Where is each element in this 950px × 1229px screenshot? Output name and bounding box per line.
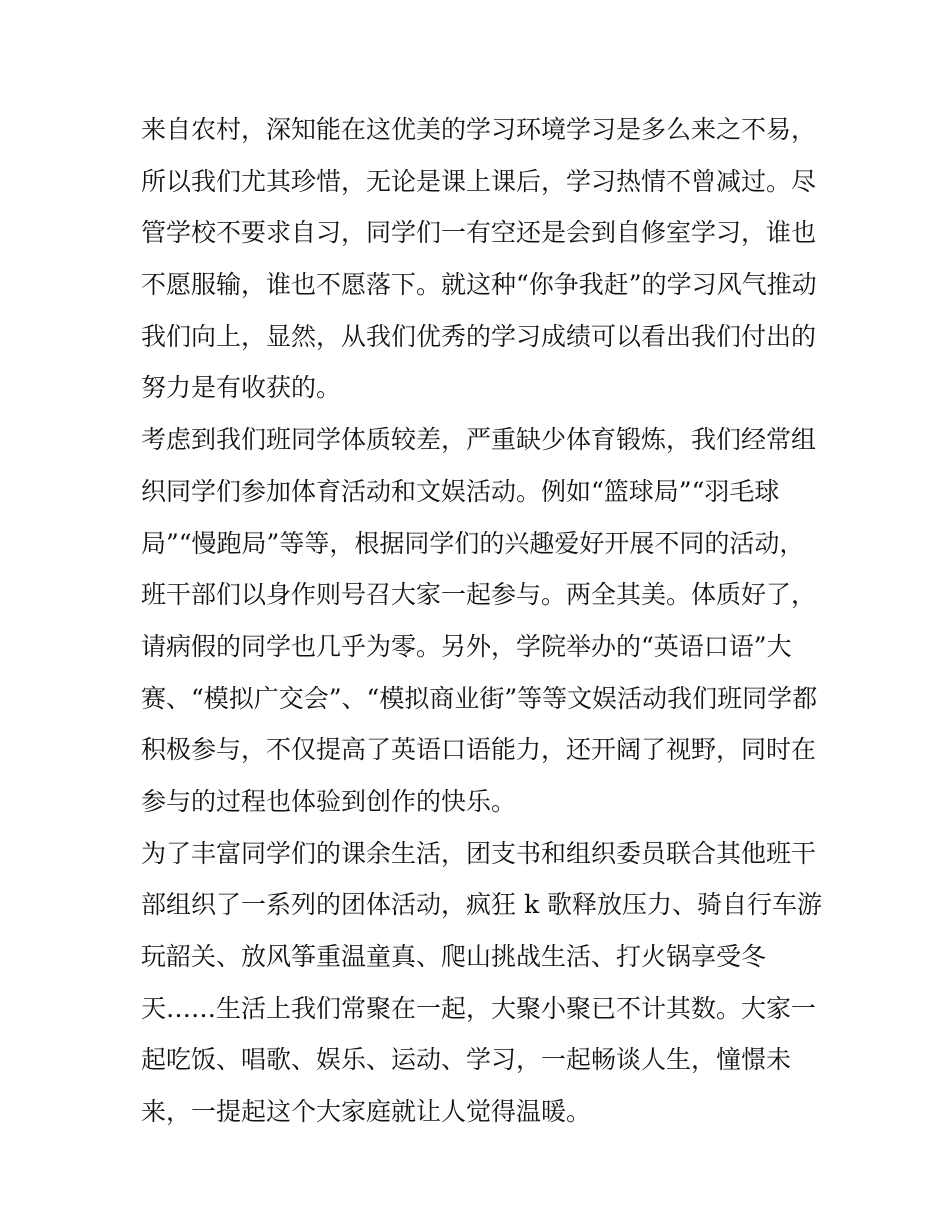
text-line: 为了丰富同学们的课余生活，团支书和组织委员联合其他班干 [141, 838, 817, 868]
text-line: 班干部们以身作则号召大家一起参与。两全其美。体质好了， [141, 580, 817, 610]
text-line: 考虑到我们班同学体质较差，严重缺少体育锻炼，我们经常组 [141, 425, 817, 455]
text-line: 来自农村，深知能在这优美的学习环境学习是多么来之不易， [141, 115, 817, 144]
body-text [141, 104, 821, 1138]
text-line: 起吃饭、唱歌、娱乐、运动、学习，一起畅谈人生，憧憬未 [141, 1045, 792, 1075]
text-line: 参与的过程也体验到创作的快乐。 [141, 786, 517, 816]
text-line: 局”“慢跑局”等等，根据同学们的兴趣爱好开展不同的活动， [141, 528, 805, 558]
text-line: 请病假的同学也几乎为零。另外，学院举办的“英语口语”大 [141, 631, 792, 661]
text-line: 积极参与，不仅提高了英语口语能力，还开阔了视野，同时在 [141, 735, 817, 765]
text-line: 天……生活上我们常聚在一起，大聚小聚已不计其数。大家一 [141, 993, 817, 1023]
text-line: 管学校不要求自习，同学们一有空还是会到自修室学习，谁也 [141, 218, 817, 248]
text-line: 玩韶关、放风筝重温童真、爬山挑战生活、打火锅享受冬 [141, 942, 767, 971]
text-line: 所以我们尤其珍惜，无论是课上课后，学习热情不曾减过。尽 [141, 166, 817, 196]
text-line: 不愿服输，谁也不愿落下。就这种“你争我赶”的学习风气推动 [141, 270, 817, 300]
text-line: 赛、“模拟广交会”、“模拟商业街”等等文娱活动我们班同学都 [141, 683, 818, 713]
text-line: 努力是有收获的。 [141, 373, 342, 403]
text-line: 织同学们参加体育活动和文娱活动。例如“篮球局”“羽毛球 [141, 476, 780, 506]
text-line: 我们向上，显然，从我们优秀的学习成绩可以看出我们付出的 [141, 321, 817, 351]
text-line: 来，一提起这个大家庭就让人觉得温暖。 [141, 1097, 592, 1127]
text-line: 部组织了一系列的团体活动，疯狂 k 歌释放压力、骑自行车游 [141, 890, 823, 920]
